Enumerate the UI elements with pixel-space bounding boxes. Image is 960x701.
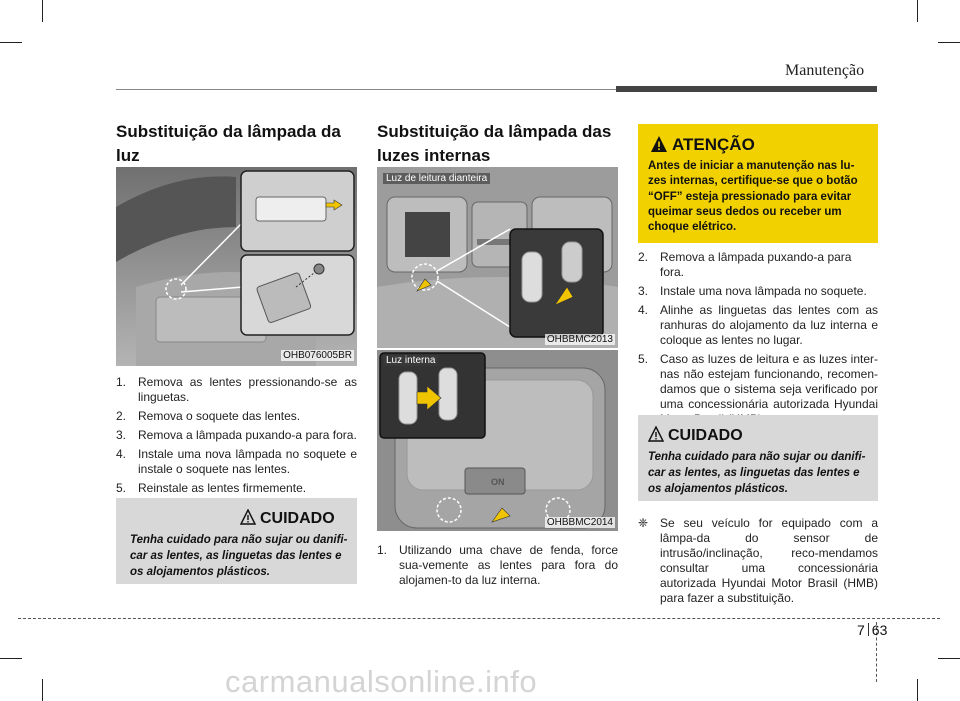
license-plate-illustration — [116, 167, 357, 366]
figure-code: OHBBMC2014 — [546, 517, 613, 528]
left-caution-box — [116, 498, 357, 584]
step-number: 2. — [638, 250, 649, 264]
note-symbol-icon: ❈ — [638, 516, 649, 530]
caution-line: car as lentes, as linguetas das lentes e — [648, 467, 860, 479]
warning-line: choque elétrico. — [648, 221, 737, 234]
section-header: Manutenção — [785, 62, 865, 79]
interior-light-figure — [377, 350, 618, 531]
step-number: 5. — [638, 352, 649, 366]
list-item — [116, 375, 357, 405]
warning-title: ATENÇÃO — [672, 135, 755, 154]
caution-line: Tenha cuidado para não sujar ou danifi- — [648, 451, 866, 463]
caution-title: CUIDADO — [668, 427, 743, 444]
crop-mark — [917, 679, 918, 701]
warning-line: Antes de iniciar a manutenção nas lu- — [648, 160, 855, 172]
front-reading-light-illustration — [377, 167, 618, 348]
warning-triangle-icon — [240, 509, 256, 525]
step-number: 4. — [116, 447, 127, 461]
sensor-note — [638, 516, 878, 606]
caution-body — [648, 449, 868, 497]
step-text: Reinstale as lentes firmemente. — [138, 481, 307, 495]
list-item — [116, 428, 357, 443]
header-rule — [116, 89, 616, 90]
list-item — [116, 481, 357, 496]
middle-steps-list — [377, 543, 618, 592]
warning-line: zes internas, certifique-se que o botão — [648, 175, 858, 188]
caution-line: os alojamentos plásticos. — [130, 566, 270, 578]
figure-code: OHBBMC2013 — [546, 334, 613, 345]
figure-code: OHB076005BR — [283, 350, 352, 361]
front-reading-light-figure — [377, 167, 618, 348]
step-number: 5. — [116, 481, 127, 495]
caution-line: os alojamentos plásticos. — [648, 483, 788, 495]
front-reading-light-label: Luz de leitura dianteira — [383, 173, 490, 184]
interior-light-label: Luz interna — [383, 355, 438, 366]
watermark: carmanualsonline.info — [225, 664, 538, 699]
list-item — [116, 447, 357, 477]
warning-line: queimar seus dedos ou receber um — [648, 205, 842, 218]
crop-mark — [0, 658, 22, 659]
middle-title-line: luzes internas — [377, 146, 491, 165]
crop-mark — [917, 0, 918, 22]
note-text: Se seu veículo for equipado com a lâmpa-da do sensor de intrusão/inclinação, reco-mendamos consultar uma concessionária autorizada Hyundai Motor Brasil (HMB) para fazer a substituição. — [660, 516, 878, 605]
footer-rule — [18, 618, 940, 619]
left-title-line: Substituição da lâmpada da luz — [116, 122, 341, 165]
warning-line: “OFF” esteja pressionado para evitar — [648, 190, 852, 203]
step-text: Remova a lâmpada puxando-a para fora. — [138, 428, 357, 442]
caution-body — [130, 532, 350, 580]
middle-title-line: Substituição da lâmpada das — [377, 122, 612, 141]
warning-body — [648, 159, 870, 235]
caution-line: Tenha cuidado para não sujar ou danifi- — [130, 534, 348, 546]
chapter-number: 7 — [857, 622, 865, 638]
header-bar — [616, 86, 877, 92]
right-caution-box — [638, 415, 878, 501]
step-text: Remova a lâmpada puxando-a para fora. — [660, 250, 852, 279]
warning-triangle-icon — [650, 135, 668, 153]
right-steps-list — [638, 250, 878, 431]
step-text: Utilizando uma chave de fenda, force sua-vemente as lentes para fora do alojamen-to da luz interna. — [399, 543, 618, 587]
list-item — [638, 284, 878, 299]
crop-mark — [0, 42, 22, 43]
crop-mark — [42, 0, 43, 22]
step-number: 3. — [116, 428, 127, 442]
list-item — [638, 250, 878, 280]
step-number: 3. — [638, 284, 649, 298]
on-button: ON — [491, 477, 505, 487]
crop-mark — [938, 658, 960, 659]
caution-title: CUIDADO — [260, 510, 335, 527]
list-item — [116, 409, 357, 424]
step-text: Remova o soquete das lentes. — [138, 409, 301, 423]
crop-mark — [42, 679, 43, 701]
page-number — [857, 622, 887, 638]
warning-box — [638, 124, 878, 243]
step-text: Caso as luzes de leitura e as luzes inter-nas não estejam funcionando, recomen-damos que o sistema seja verificado por uma concessionária autorizada Hyundai — [660, 352, 878, 411]
step-number: 1. — [116, 375, 127, 389]
middle-title — [377, 120, 627, 168]
step-text: Instale uma nova lâmpada no soquete e instale o soquete nas lentes. — [138, 447, 357, 476]
page-number-value: 63 — [871, 622, 888, 638]
step-text: Alinhe as linguetas das lentes com as ranhuras do alojamento da luz interna e coloque as lentes no lugar. — [660, 303, 878, 347]
list-item — [638, 303, 878, 348]
page-number-separator — [868, 623, 869, 636]
caution-line: car as lentes, as linguetas das lentes e — [130, 550, 342, 562]
left-steps-list — [116, 375, 357, 500]
step-number: 2. — [116, 409, 127, 423]
step-text: Remova as lentes pressionando-se as linguetas. — [138, 375, 357, 404]
list-item — [377, 543, 618, 588]
step-number: 1. — [377, 543, 388, 557]
step-text: Instale uma nova lâmpada no soquete. — [660, 284, 867, 298]
crop-mark — [938, 42, 960, 43]
interior-light-illustration — [377, 350, 618, 531]
step-number: 4. — [638, 303, 649, 317]
license-plate-figure — [116, 167, 357, 366]
warning-triangle-icon — [648, 426, 664, 442]
